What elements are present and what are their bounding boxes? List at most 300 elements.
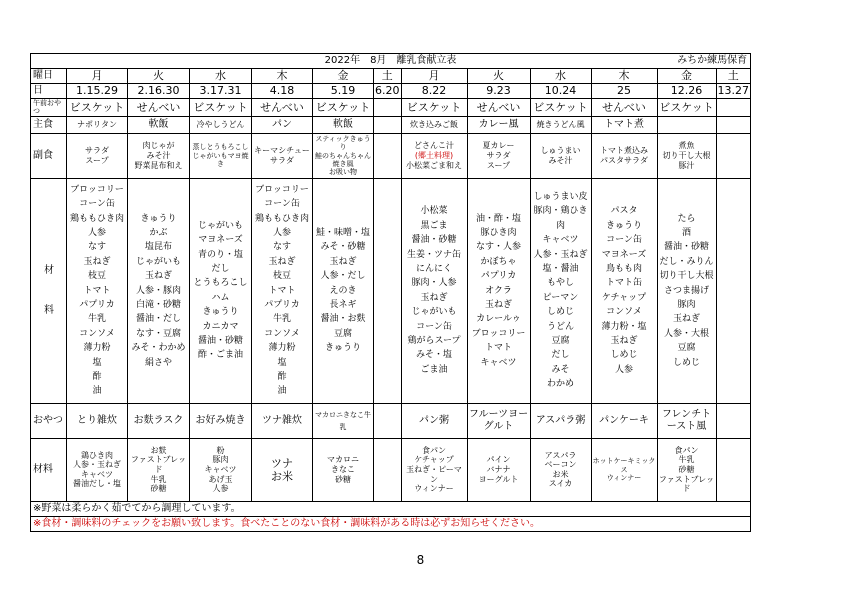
zairyou-item: コンソメ xyxy=(606,307,642,318)
cell-oyatsu_zairyou xyxy=(467,438,530,501)
cell-zairyou xyxy=(252,178,313,403)
hi-text: 3.17.31 xyxy=(199,84,242,98)
fukushoku-item: スープ xyxy=(486,160,511,170)
zairyou-item: 醤油・砂糖 xyxy=(411,235,457,246)
gozen-text: ビスケット xyxy=(315,100,371,114)
zairyou-item: 切り干し大根 xyxy=(659,271,714,282)
zairyou-item: 豆腐 xyxy=(333,328,352,339)
row-label-text: おやつ xyxy=(33,414,63,426)
fukushoku-item: サラダ xyxy=(270,155,294,165)
row-label-text: 日 xyxy=(33,85,43,96)
zairyou-item: 薄力粉・塩 xyxy=(601,321,647,332)
oyatsu_zairyou-item: パイン xyxy=(486,455,511,465)
cell-fukushoku xyxy=(657,133,716,178)
gozen-text: せんべい xyxy=(476,100,521,114)
zairyou-item: 醤油・お麩 xyxy=(320,314,366,325)
hi-text: 5.19 xyxy=(330,84,356,98)
cell-hi xyxy=(591,84,657,99)
oyatsu_zairyou-item: あげ玉 xyxy=(208,474,233,484)
title-row xyxy=(31,54,751,69)
zairyou-item: カレールゥ xyxy=(476,314,521,325)
gozen-text: ビスケット xyxy=(659,100,714,114)
cell-oyatsu xyxy=(530,403,591,438)
youbi-text: 金 xyxy=(681,69,692,83)
shushoku-text: 軟飯 xyxy=(333,118,353,130)
note-2: ※食材・調味料のチェックをお願い致します。食べたことのない食材・調味料がある時は必ずお知らせください。 xyxy=(31,516,751,531)
zairyou-item: なす・豆腐 xyxy=(135,328,181,339)
note-row-1 xyxy=(31,501,751,516)
youbi-text: 土 xyxy=(727,69,739,83)
cell-hi xyxy=(716,84,751,99)
zairyou-item: 玉ねぎ xyxy=(144,271,172,282)
zairyou-item: 小松菜 xyxy=(420,206,448,217)
oyatsu_zairyou-item: 玉ねぎ・ピーマン xyxy=(406,464,462,484)
cell-fukushoku xyxy=(190,133,252,178)
zairyou-item: 塩・醤油 xyxy=(542,264,579,274)
zairyou-item: しゅうまい皮 xyxy=(533,192,588,203)
cell-zairyou xyxy=(313,178,374,403)
zairyou-item: みそ xyxy=(551,364,570,375)
zairyou-item: 牛乳 xyxy=(272,314,291,325)
oyatsu_zairyou-item: 砂糖 xyxy=(678,464,695,474)
youbi-text: 月 xyxy=(91,69,103,83)
zairyou-item: かぶ xyxy=(149,228,168,239)
oyatsu-text: とり雑炊 xyxy=(77,414,117,426)
oyatsu_zairyou-item: ホットケーキミックス xyxy=(592,457,656,474)
cell-zairyou xyxy=(530,178,591,403)
zairyou-item: 豚肉・人参 xyxy=(411,278,457,289)
cell-oyatsu_zairyou xyxy=(190,438,252,501)
zairyou-item: 玉ねぎ xyxy=(484,299,512,310)
zairyou-item: トマト xyxy=(484,343,512,354)
fukushoku-item: パスタサラダ xyxy=(600,155,648,165)
zairyou-item: きゅうり xyxy=(605,220,642,231)
gozen-text: せんべい xyxy=(136,100,181,114)
zairyou-item: さつま揚げ xyxy=(663,285,709,296)
fukushoku-item: お吸い物 xyxy=(329,168,357,177)
cell-gozen xyxy=(67,99,128,117)
zairyou-item: 油・酢・塩 xyxy=(475,213,521,224)
cell-hi xyxy=(313,84,374,99)
cell-zairyou xyxy=(401,178,467,403)
hi-text: 13.27 xyxy=(717,84,750,98)
cell-fukushoku xyxy=(467,133,530,178)
zairyou-item: 塩 xyxy=(92,357,102,368)
fukushoku-item: しゅうまい xyxy=(540,146,581,156)
cell-zairyou xyxy=(716,178,751,403)
cell-oyatsu xyxy=(67,403,128,438)
zairyou-item: コンソメ xyxy=(79,328,115,339)
oyatsu-text: お好み焼き xyxy=(195,414,246,426)
zairyou-item: ピーマン xyxy=(542,292,579,303)
cell-oyatsu_zairyou xyxy=(657,438,716,501)
gozen-text: ビスケット xyxy=(193,100,248,114)
fukushoku-item: じゃがいもマヨ焼き xyxy=(192,151,249,168)
cell-gozen xyxy=(401,99,467,117)
cell-hi xyxy=(190,84,252,99)
cell-oyatsu_zairyou xyxy=(530,438,591,501)
gozen-text: せんべい xyxy=(260,100,304,114)
cell-shushoku xyxy=(716,116,751,133)
row-label xyxy=(31,84,67,99)
fukushoku-item: みそ汁 xyxy=(548,155,573,165)
cell-oyatsu_zairyou xyxy=(716,438,751,501)
cell-shushoku xyxy=(128,116,190,133)
cell-oyatsu xyxy=(591,403,657,438)
side-dish-row xyxy=(31,133,751,178)
zairyou-item: オクラ xyxy=(485,285,512,296)
zairyou-item: 鳥もも肉 xyxy=(605,264,642,274)
cell-gozen xyxy=(467,99,530,117)
cell-oyatsu_zairyou xyxy=(374,438,402,501)
note-row-2 xyxy=(31,516,751,531)
cell-gozen xyxy=(657,99,716,117)
cell-youbi xyxy=(128,69,190,84)
zairyou-item: 油 xyxy=(92,386,102,397)
zairyou-item: ハム xyxy=(211,292,230,303)
youbi-text: 木 xyxy=(618,69,630,83)
snack-ingredients-row xyxy=(31,438,751,501)
zairyou-item: 鶏ももひき肉 xyxy=(69,213,124,224)
cell-youbi xyxy=(252,69,313,84)
zairyou-item: ごま油 xyxy=(420,364,448,375)
zairyou-item: コーン缶 xyxy=(79,199,115,210)
oyatsu_zairyou-item: 粉 xyxy=(216,445,225,455)
zairyou-item: 醤油・砂糖 xyxy=(197,335,243,346)
youbi-text: 火 xyxy=(493,69,504,83)
cell-youbi xyxy=(313,69,374,84)
cell-youbi xyxy=(190,69,252,84)
zairyou-item: トマト xyxy=(268,285,296,296)
shushoku-text: ナポリタン xyxy=(77,119,117,129)
youbi-text: 火 xyxy=(153,69,164,83)
oyatsu_zairyou-item: スイカ xyxy=(548,479,573,489)
cell-zairyou xyxy=(657,178,716,403)
ingredients-row xyxy=(31,178,751,403)
zairyou-item: 牛乳 xyxy=(87,314,106,325)
cell-shushoku xyxy=(313,116,374,133)
zairyou-item: 枝豆 xyxy=(272,271,291,282)
zairyou-item: しめじ xyxy=(672,357,700,368)
cell-shushoku xyxy=(657,116,716,133)
cell-hi xyxy=(128,84,190,99)
zairyou-item: 人参 xyxy=(272,228,291,239)
youbi-text: 土 xyxy=(381,69,393,83)
zairyou-item: にんにく xyxy=(415,264,452,274)
zairyou-item: みそ・わかめ xyxy=(131,343,186,354)
fukushoku-item: 小松菜ごま和え xyxy=(406,160,462,170)
cell-hi xyxy=(67,84,128,99)
cell-fukushoku xyxy=(313,133,374,178)
cell-youbi xyxy=(530,69,591,84)
zairyou-item: なす・人参 xyxy=(475,242,521,253)
hi-text: 2.16.30 xyxy=(137,84,180,98)
cell-oyatsu_zairyou xyxy=(252,438,313,501)
cell-hi xyxy=(530,84,591,99)
zairyou-item: 玉ねぎ xyxy=(420,292,448,303)
row-label-text: 材料 xyxy=(33,463,53,475)
weekday-row xyxy=(31,69,751,84)
fukushoku-item: 煮魚 xyxy=(678,141,695,151)
zairyou-item: マヨネーズ xyxy=(198,235,243,246)
zairyou-item: ケチャップ xyxy=(601,292,647,303)
oyatsu_zairyou-item: 牛乳 xyxy=(150,474,167,484)
zairyou-item: 鶏ももひき肉 xyxy=(254,213,309,224)
zairyou-item: コーン缶 xyxy=(416,321,452,332)
zairyou-item: 人参・だし xyxy=(320,271,366,282)
zairyou-item: 白滝・砂糖 xyxy=(135,299,181,310)
page-number: 8 xyxy=(416,553,425,567)
zairyou-item: 豚肉 xyxy=(677,299,696,310)
page-title: 2022年 8月 離乳食献立表 xyxy=(324,55,457,66)
shushoku-text: 焼きうどん風 xyxy=(536,119,585,129)
zairyou-item: カニカマ xyxy=(202,321,239,332)
oyatsu_zairyou-item: 豚肉 xyxy=(212,455,229,465)
cell-youbi xyxy=(657,69,716,84)
oyatsu_zairyou-item: バナナ xyxy=(486,464,511,474)
zairyou-item: 枝豆 xyxy=(87,271,106,282)
oyatsu_zairyou-item: ケチャップ xyxy=(414,455,454,465)
cell-oyatsu_zairyou xyxy=(591,438,657,501)
cell-fukushoku xyxy=(128,133,190,178)
oyatsu_zairyou-item: 人参 xyxy=(212,484,229,494)
cell-gozen xyxy=(374,99,402,117)
fukushoku-item: 蒸しとうもろこし xyxy=(192,143,249,152)
zairyou-item: 玉ねぎ xyxy=(610,335,638,346)
hi-text: 8.22 xyxy=(421,84,447,98)
zairyou-item: だし xyxy=(551,350,570,361)
fukushoku-item: 夏カレー xyxy=(482,141,515,151)
zairyou-item: 醤油・砂糖 xyxy=(663,242,709,253)
zairyou-item: キャベツ xyxy=(542,235,579,246)
cell-youbi xyxy=(467,69,530,84)
fukushoku-item: 切り干し大根 xyxy=(662,150,711,160)
cell-youbi xyxy=(67,69,128,84)
cell-hi xyxy=(374,84,402,99)
oyatsu_zairyou-item: 醤油だし・塩 xyxy=(73,479,121,489)
oyatsu-text: お麩ラスク xyxy=(133,414,184,426)
gozen-text: せんべい xyxy=(602,100,646,114)
zairyou-item: とうもろこし xyxy=(193,278,248,289)
zairyou-item: しめじ xyxy=(610,350,638,361)
cell-fukushoku xyxy=(401,133,467,178)
zairyou-item: えのき xyxy=(329,285,357,296)
zairyou-item: パプリカ xyxy=(480,271,517,282)
cell-oyatsu_zairyou xyxy=(67,438,128,501)
oyatsu_zairyou-item: お米 xyxy=(552,469,569,479)
fukushoku-item: スープ xyxy=(85,155,109,165)
zairyou-item: 薄力粉 xyxy=(83,343,111,354)
oyatsu_zairyou-item: お米 xyxy=(271,469,293,483)
fukushoku-item: サラダ xyxy=(85,146,109,156)
zairyou-item: じゃがいも xyxy=(197,220,243,231)
oyatsu_zairyou-item: ファストブレッド xyxy=(658,474,715,494)
oyatsu-text: パンケーキ xyxy=(599,414,649,426)
zairyou-item: キャベツ xyxy=(480,357,517,368)
zairyou-item: しめじ xyxy=(546,307,574,318)
cell-gozen xyxy=(716,99,751,117)
cell-hi xyxy=(467,84,530,99)
cell-oyatsu xyxy=(401,403,467,438)
zairyou-item: ブロッコリー xyxy=(255,184,309,195)
zairyou-item: 鮭・味噌・塩 xyxy=(315,228,370,239)
zairyou-item: コーン缶 xyxy=(606,235,642,246)
hi-text: 9.23 xyxy=(486,84,511,98)
oyatsu_zairyou-item: ヨーグルト xyxy=(478,474,519,484)
zairyou-item: 酢 xyxy=(92,371,102,382)
cell-gozen xyxy=(252,99,313,117)
oyatsu_zairyou-item: 鶏ひき肉 xyxy=(81,450,113,460)
cell-zairyou xyxy=(374,178,402,403)
shushoku-text: トマト煮 xyxy=(604,118,644,130)
zairyou-item: 玉ねぎ xyxy=(83,256,111,267)
menu-table xyxy=(30,53,751,532)
cell-fukushoku xyxy=(67,133,128,178)
zairyou-item: みそ・塩 xyxy=(415,350,452,361)
zairyou-item: じゃがいも xyxy=(411,307,457,318)
zairyou-item: 塩昆布 xyxy=(144,242,172,253)
cell-shushoku xyxy=(67,116,128,133)
note-1: ※野菜は柔らかく茹でてから調理しています。 xyxy=(31,501,751,516)
zairyou-item: 油 xyxy=(277,386,287,397)
fukushoku-item: 豚汁 xyxy=(678,160,695,170)
zairyou-item: コーン缶 xyxy=(264,199,300,210)
cell-zairyou xyxy=(190,178,252,403)
zairyou-item: たら xyxy=(677,213,696,224)
zairyou-item: 酒 xyxy=(681,228,691,239)
cell-oyatsu xyxy=(252,403,313,438)
cell-fukushoku xyxy=(252,133,313,178)
fukushoku-item: 肉じゃが xyxy=(142,141,175,151)
youbi-text: 月 xyxy=(428,69,440,83)
zairyou-item: もやし xyxy=(546,278,574,289)
nursery-name: みちか練馬保育 xyxy=(677,55,748,66)
zairyou-item: 絹さや xyxy=(144,357,172,368)
oyatsu_zairyou-item: 牛乳 xyxy=(678,455,695,465)
cell-oyatsu xyxy=(128,403,190,438)
fukushoku-item: みそ汁 xyxy=(146,150,171,160)
zairyou-item: パプリカ xyxy=(79,299,115,310)
cell-gozen xyxy=(313,99,374,117)
cell-oyatsu xyxy=(190,403,252,438)
hi-text: 6.20 xyxy=(375,84,400,98)
hi-text: 1.15.29 xyxy=(76,84,118,98)
oyatsu-text: フルーツヨーグルト xyxy=(468,408,529,432)
oyatsu_zairyou-item: アスパラ xyxy=(544,450,577,460)
shushoku-text: 冷やしうどん xyxy=(196,119,245,129)
zairyou-item: 青のり・塩 xyxy=(197,249,243,260)
cell-gozen xyxy=(190,99,252,117)
row-label-text: 午前おやつ xyxy=(33,99,61,116)
zairyou-item: 鶏がらスープ xyxy=(407,335,461,346)
row-label xyxy=(31,99,67,117)
morning-snack-row xyxy=(31,99,751,117)
row-label xyxy=(31,116,67,133)
zairyou-item: かぼちゃ xyxy=(480,256,517,267)
cell-oyatsu_zairyou xyxy=(128,438,190,501)
zairyou-item: きゅうり xyxy=(324,343,361,354)
row-label-text: 材 xyxy=(44,264,54,276)
cell-gozen xyxy=(128,99,190,117)
oyatsu_zairyou-item: きなこ xyxy=(331,464,355,474)
oyatsu_zairyou-item: ウィンナー xyxy=(606,473,642,482)
zairyou-item: じゃがいも xyxy=(135,256,181,267)
gozen-text: ビスケット xyxy=(533,100,588,114)
zairyou-item: パスタ xyxy=(610,206,638,217)
cell-oyatsu xyxy=(657,403,716,438)
cell-shushoku xyxy=(252,116,313,133)
oyatsu_zairyou-item: マカロニ xyxy=(327,455,359,465)
cell-fukushoku xyxy=(716,133,751,178)
zairyou-item: 豚肉・鶏ひき肉 xyxy=(533,206,588,231)
zairyou-item: きゅうり xyxy=(140,213,177,224)
zairyou-item: きゅうり xyxy=(202,307,239,318)
shushoku-text: パン xyxy=(272,118,292,130)
cell-fukushoku xyxy=(530,133,591,178)
zairyou-item: だし・みりん xyxy=(659,256,714,267)
oyatsu_zairyou-item: キャベツ xyxy=(204,464,237,474)
cell-shushoku xyxy=(190,116,252,133)
zairyou-item: だし xyxy=(211,264,230,274)
shushoku-text: 炊き込みご飯 xyxy=(410,119,458,129)
row-label xyxy=(31,133,67,178)
fukushoku-item: スティックきゅうり xyxy=(315,134,371,152)
zairyou-item: わかめ xyxy=(546,379,574,390)
zairyou-item: 醤油・だし xyxy=(135,314,181,325)
cell-oyatsu xyxy=(374,403,402,438)
zairyou-item: 人参・豚肉 xyxy=(135,285,181,296)
zairyou-item: トマト缶 xyxy=(605,278,642,289)
row-label-text: 料 xyxy=(44,304,54,316)
oyatsu-text: マカロニきなこ牛乳 xyxy=(315,410,371,431)
snack-row xyxy=(31,403,751,438)
fukushoku-item: 鮭のちゃんちゃん焼き風 xyxy=(315,151,371,168)
zairyou-item: なす xyxy=(87,242,106,253)
oyatsu_zairyou-item: 砂糖 xyxy=(335,474,351,484)
zairyou-item: 塩 xyxy=(277,357,287,368)
zairyou-item: 玉ねぎ xyxy=(672,314,700,325)
row-label xyxy=(31,178,67,403)
cell-shushoku xyxy=(401,116,467,133)
fukushoku-item: (郷土料理) xyxy=(414,150,454,160)
zairyou-item: 人参 xyxy=(614,364,633,375)
oyatsu-text: フレンチトースト風 xyxy=(661,408,712,432)
shushoku-text: カレー風 xyxy=(478,118,519,130)
oyatsu_zairyou-item: 人参・玉ねぎ xyxy=(73,460,121,470)
oyatsu-text: ツナ雑炊 xyxy=(262,414,302,426)
cell-zairyou xyxy=(67,178,128,403)
zairyou-item: みそ・砂糖 xyxy=(320,242,366,253)
zairyou-item: 酢・ごま油 xyxy=(197,350,243,361)
zairyou-item: 酢 xyxy=(277,371,287,382)
fukushoku-item: トマト煮込み xyxy=(600,146,648,156)
oyatsu-text: アスパラ粥 xyxy=(535,414,586,426)
oyatsu_zairyou-item: お麩 xyxy=(150,445,167,455)
fukushoku-item: どさんこ汁 xyxy=(414,141,454,151)
fukushoku-item: キーマシチュー xyxy=(254,146,310,156)
zairyou-item: 長ネギ xyxy=(329,299,357,310)
zairyou-item: マヨネーズ xyxy=(601,249,647,260)
zairyou-item: なす xyxy=(272,242,291,253)
row-label-text: 曜日 xyxy=(33,70,53,81)
oyatsu_zairyou-item: ベーコン xyxy=(544,460,577,470)
cell-oyatsu_zairyou xyxy=(313,438,374,501)
zairyou-item: 豆腐 xyxy=(551,335,570,346)
row-label xyxy=(31,438,67,501)
zairyou-item: 人参・玉ねぎ xyxy=(533,249,588,260)
hi-text: 10.24 xyxy=(544,84,577,98)
youbi-text: 金 xyxy=(337,69,349,83)
